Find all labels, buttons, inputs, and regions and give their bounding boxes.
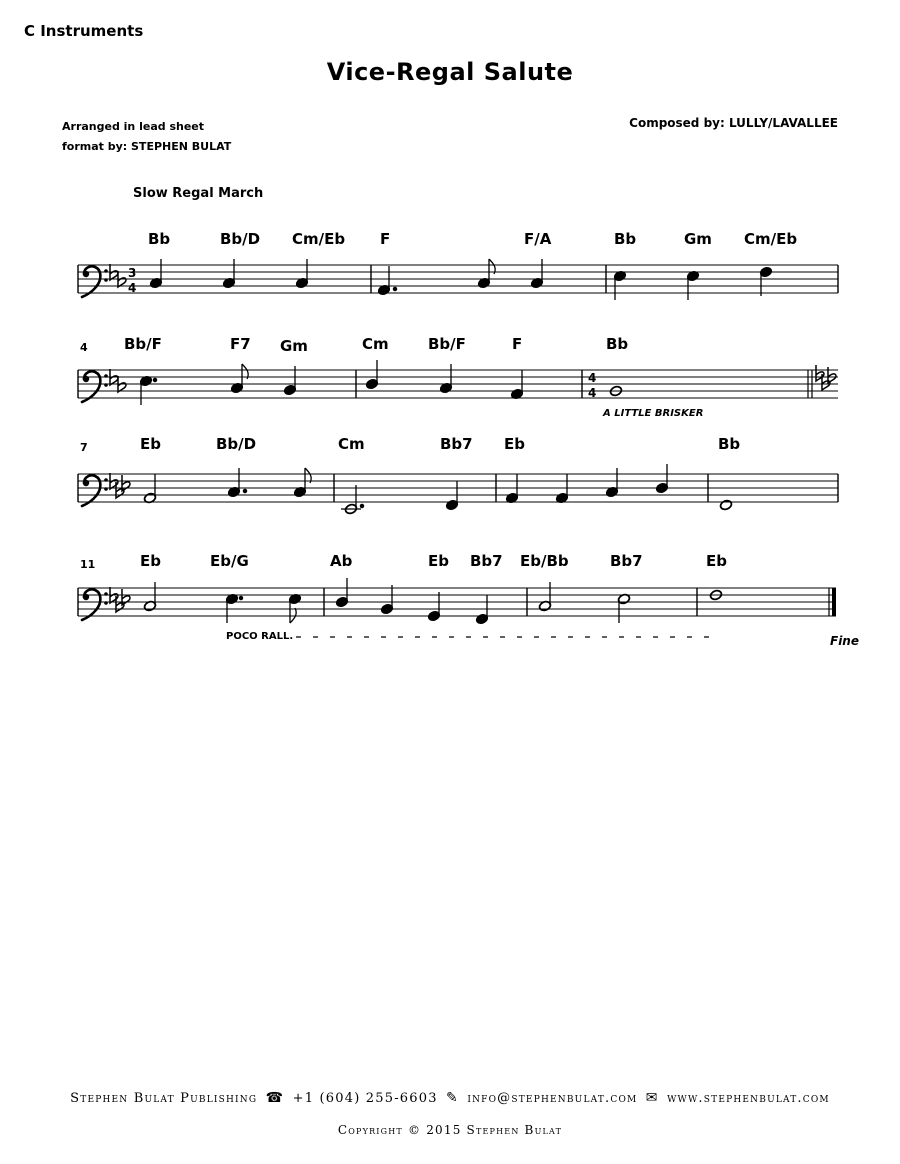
tempo-marking: Slow Regal March [133,186,264,201]
chord-symbols-row [140,435,740,453]
chord-symbol: Eb [504,435,525,453]
chord-symbol: Bb [614,230,637,248]
bass-clef-icon [82,475,108,506]
envelope-icon: ✉ [645,1090,659,1106]
chord-symbol: Eb [140,552,161,570]
chord-symbol: Cm/Eb [292,230,346,248]
svg-text:4: 4 [128,281,137,295]
composer-credit: Composed by: LULLY/LAVALLEE [629,116,838,130]
chord-symbols-row [124,335,628,355]
website-url: www.stephenbulat.com [667,1091,830,1106]
bass-clef-icon [82,266,108,297]
chord-symbol: Eb [428,552,449,570]
chord-symbol: Bb/D [216,435,257,453]
chord-symbol: Eb [706,552,727,570]
chord-symbol: Bb/F [124,335,162,353]
chord-symbol: F7 [230,335,251,353]
measure-number: 11 [80,558,96,571]
email-address: info@stephenbulat.com [467,1091,638,1106]
svg-text:4: 4 [588,371,597,385]
phone-icon: ☎ [265,1090,285,1106]
chord-symbol: Bb/F [428,335,466,353]
rallentando-marking: POCO RALL. [226,631,294,642]
chord-symbol: F/A [524,230,552,248]
system-1 [78,230,838,300]
footer-contact-line [0,1090,900,1106]
flat-icon [816,365,824,381]
notes [143,578,722,625]
fine-marking: Fine [830,634,859,648]
bass-clef-icon [82,589,108,620]
system-3 [78,435,838,515]
arranger-credit-line-2: format by: STEPHEN BULAT [62,140,232,153]
phone-number: +1 (604) 255-6603 [292,1091,438,1106]
chord-symbols-row [140,552,727,570]
svg-text:4: 4 [588,386,597,400]
chord-symbol: Cm/Eb [744,230,798,248]
chord-symbol: Eb [140,435,161,453]
chord-symbol: Bb/D [220,230,261,248]
mouse-icon: ✎ [446,1090,459,1106]
system-4 [78,552,859,648]
bass-clef-icon [82,371,108,402]
publisher-name: Stephen Bulat Publishing [70,1091,258,1106]
chord-symbol: Gm [280,337,308,355]
chord-symbol: Ab [330,552,353,570]
measure-number: 7 [80,441,88,454]
svg-text:3: 3 [128,266,137,280]
chord-symbol: Bb [606,335,629,353]
chord-symbol: Cm [362,335,389,353]
arranger-credit-line-1: Arranged in lead sheet [62,120,205,133]
chord-symbols-row [148,230,797,248]
chord-symbol: Bb [718,435,741,453]
time-signature [128,266,136,295]
chord-symbol: F [512,335,523,353]
copyright-notice: Copyright © 2015 Stephen Bulat [337,1123,563,1137]
tempo-change-annotation: A LITTLE BRISKER [603,408,704,419]
part-label: C Instruments [24,22,144,40]
chord-symbol: Bb [148,230,171,248]
chord-symbol: F [380,230,391,248]
chord-symbol: Eb/G [210,552,249,570]
chord-symbol: Bb7 [470,552,503,570]
staff-lines [78,265,838,293]
song-title: Vice-Regal Salute [326,58,574,86]
note [719,499,732,511]
chord-symbol: Bb7 [610,552,643,570]
staff-lines [78,474,838,502]
chord-symbol: Cm [338,435,365,453]
system-2 [78,335,838,419]
staff-lines [78,370,838,398]
notes [143,464,732,515]
measure-number: 4 [80,341,88,354]
chord-symbol: Eb/Bb [520,552,569,570]
chord-symbol: Gm [684,230,712,248]
time-signature-change [588,371,596,400]
key-change [816,365,836,390]
staff-lines [78,588,836,616]
chord-symbol: Bb7 [440,435,473,453]
